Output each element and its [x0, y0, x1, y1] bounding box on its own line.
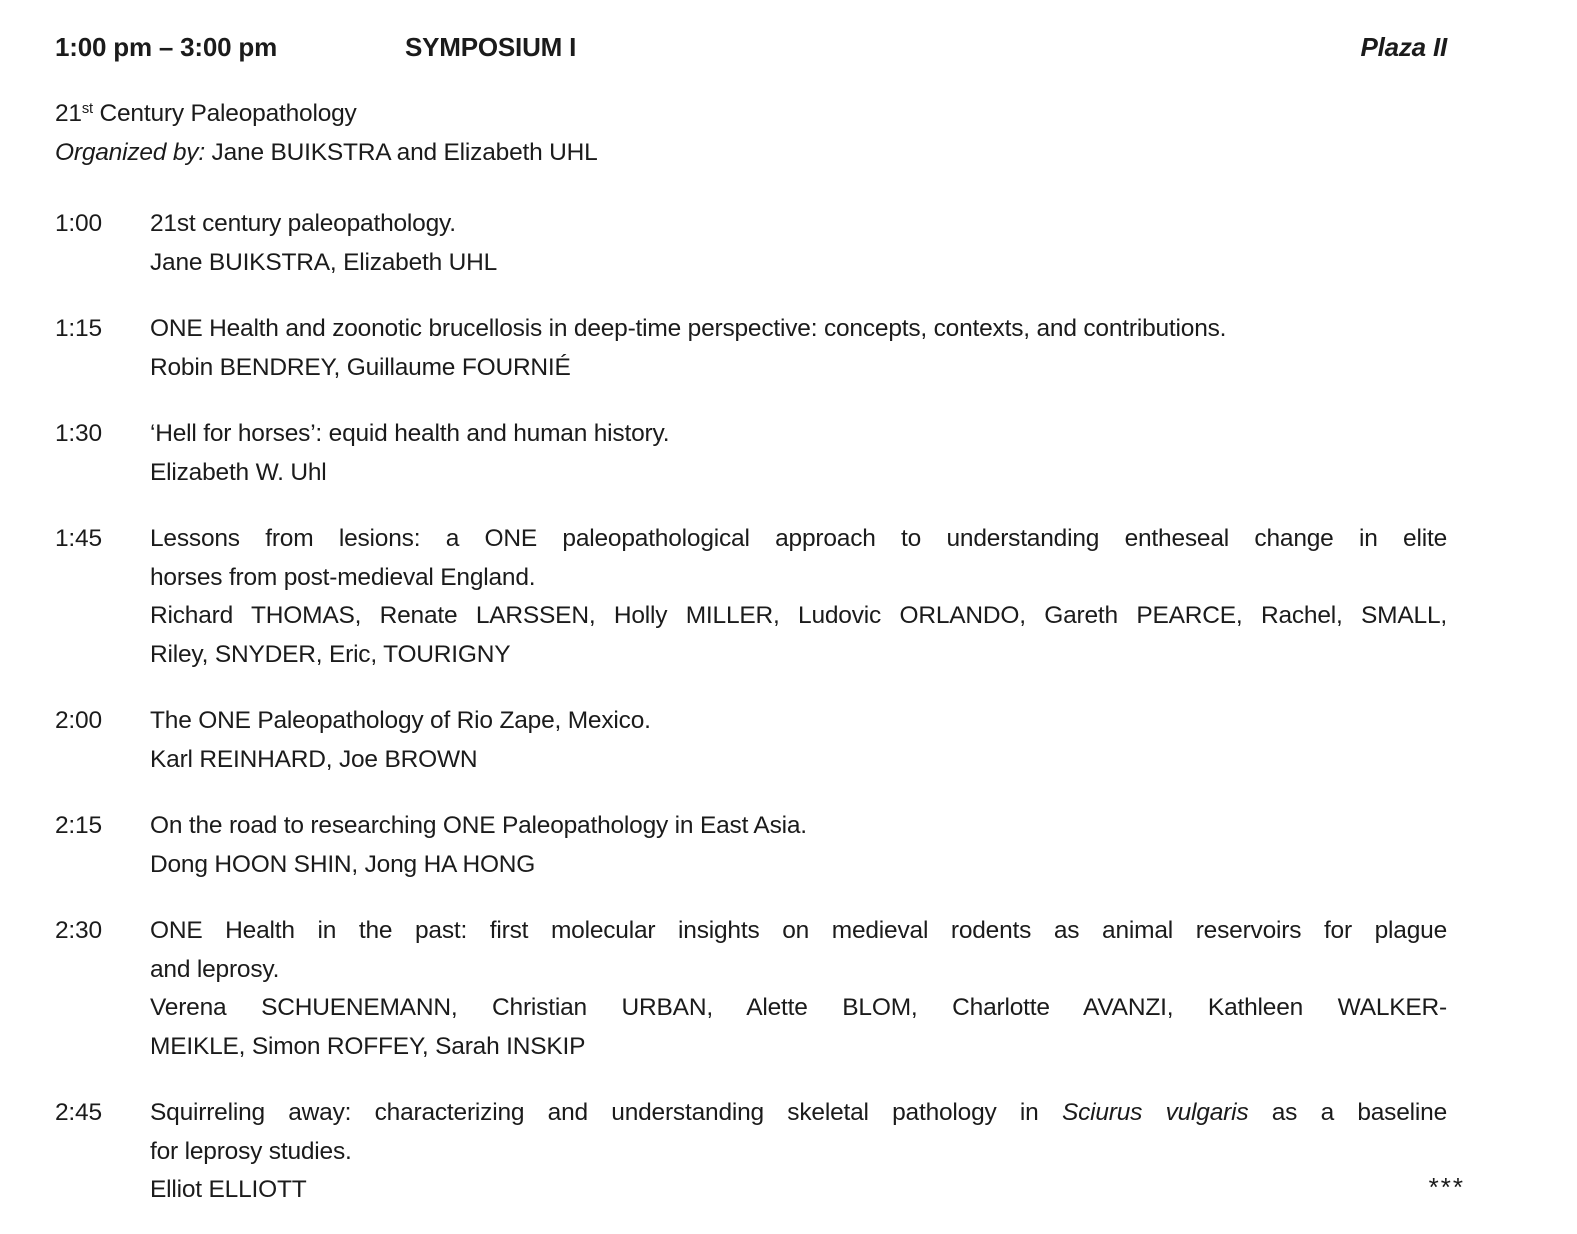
text-segment: Dong HOON SHIN, Jong HA HONG	[150, 850, 536, 878]
entry-time: 1:30	[55, 420, 102, 447]
text-segment: Century Paleopathology	[92, 100, 357, 127]
text-segment: Squirreling away: characterizing and understanding skeletal pathology in	[150, 1099, 1062, 1126]
text-segment: Sciurus vulgaris	[1061, 1099, 1249, 1126]
entry-author-line	[150, 454, 1447, 493]
text-segment: On the road to researching ONE Paleopathology in East Asia.	[150, 812, 807, 839]
text-segment: Jane BUIKSTRA, Elizabeth UHL	[150, 248, 498, 276]
text-segment: Lessons from lesions: a ONE paleopathological approach to understanding entheseal change in elite	[150, 525, 1447, 552]
entry-body	[150, 415, 1447, 492]
text-segment: Riley, SNYDER, Eric, TOURIGNY	[150, 640, 511, 668]
session-title	[55, 95, 1447, 134]
text-segment: Jane BUIKSTRA and Elizabeth UHL	[204, 138, 598, 166]
schedule-entry	[55, 912, 1447, 1066]
entry-title-line	[150, 702, 1447, 741]
text-segment: Robin BENDREY, Guillaume FOURNIÉ	[150, 353, 571, 381]
schedule-entry	[55, 520, 1447, 674]
entry-body	[150, 520, 1447, 674]
text-segment: Organized by:	[55, 138, 205, 166]
text-segment: and leprosy.	[150, 955, 280, 983]
entry-author-line	[150, 989, 1447, 1028]
schedule-entry	[55, 415, 1447, 492]
entry-time: 2:45	[55, 1099, 102, 1126]
session-location: Plaza II	[1360, 32, 1447, 62]
entry-time: 2:15	[55, 812, 102, 839]
text-segment: Elizabeth W. Uhl	[150, 458, 327, 486]
entry-author-line	[150, 846, 1447, 885]
entry-body	[150, 912, 1447, 1066]
entry-title-line	[150, 912, 1447, 951]
entry-time: 2:00	[55, 707, 102, 734]
entry-time: 1:45	[55, 525, 102, 552]
session-info	[55, 95, 1447, 172]
entry-title-line	[150, 1133, 1447, 1172]
entry-body	[150, 310, 1447, 387]
entry-time: 2:30	[55, 917, 102, 944]
text-segment: for leprosy studies.	[150, 1137, 352, 1165]
end-marker: ***	[1428, 1172, 1465, 1202]
entry-body	[150, 702, 1447, 779]
entry-author-line	[150, 1028, 1447, 1067]
entry-body	[150, 205, 1447, 282]
entry-title-line	[150, 310, 1447, 349]
schedule-entry	[55, 702, 1447, 779]
entry-author-line	[150, 597, 1447, 636]
text-segment: The ONE Paleopathology of Rio Zape, Mexico.	[150, 707, 651, 734]
schedule-entry	[55, 205, 1447, 282]
text-segment: Elliot ELLIOTT	[150, 1176, 307, 1203]
schedule-entry	[55, 1094, 1447, 1210]
text-segment: 21st century paleopathology.	[150, 210, 456, 237]
schedule-entry	[55, 807, 1447, 884]
entry-author-line	[150, 1171, 1447, 1210]
text-segment: Verena SCHUENEMANN, Christian URBAN, Alette BLOM, Charlotte AVANZI, Kathleen WALKER-	[150, 994, 1447, 1021]
session-organizers	[55, 134, 1447, 173]
text-segment: ONE Health and zoonotic brucellosis in deep-time perspective: concepts, contexts, and contributions.	[150, 315, 1227, 342]
session-time-range: 1:00 pm – 3:00 pm	[55, 32, 278, 62]
entry-title-line	[150, 205, 1447, 244]
entry-author-line	[150, 244, 1447, 283]
entry-author-line	[150, 349, 1447, 388]
entry-body	[150, 1094, 1447, 1210]
entry-time: 1:15	[55, 315, 102, 342]
schedule-entry	[55, 310, 1447, 387]
text-segment: ‘Hell for horses’: equid health and human history.	[150, 420, 670, 447]
entry-body	[150, 807, 1447, 884]
entry-time: 1:00	[55, 210, 102, 237]
text-segment: Richard THOMAS, Renate LARSSEN, Holly MILLER, Ludovic ORLANDO, Gareth PEARCE, Rachel, SMALL,	[150, 602, 1447, 629]
text-segment: Karl REINHARD, Joe BROWN	[150, 745, 478, 773]
superscript-text: st	[81, 101, 93, 118]
entry-title-line	[150, 951, 1447, 990]
text-segment: 21	[55, 100, 82, 127]
entry-title-line	[150, 807, 1447, 846]
entry-author-line	[150, 741, 1447, 780]
session-header	[55, 28, 1447, 67]
schedule-entries	[55, 205, 1447, 1210]
text-segment: horses from post-medieval England.	[150, 563, 536, 591]
text-segment: MEIKLE, Simon ROFFEY, Sarah INSKIP	[150, 1032, 586, 1060]
text-segment: as a baseline	[1248, 1099, 1447, 1126]
entry-author-line	[150, 636, 1447, 675]
entry-title-line	[150, 1094, 1447, 1133]
entry-title-line	[150, 559, 1447, 598]
entry-title-line	[150, 520, 1447, 559]
entry-title-line	[150, 415, 1447, 454]
text-segment: ONE Health in the past: first molecular insights on medieval rodents as animal reservoirs for plague	[150, 917, 1447, 944]
session-name: SYMPOSIUM I	[405, 32, 577, 62]
